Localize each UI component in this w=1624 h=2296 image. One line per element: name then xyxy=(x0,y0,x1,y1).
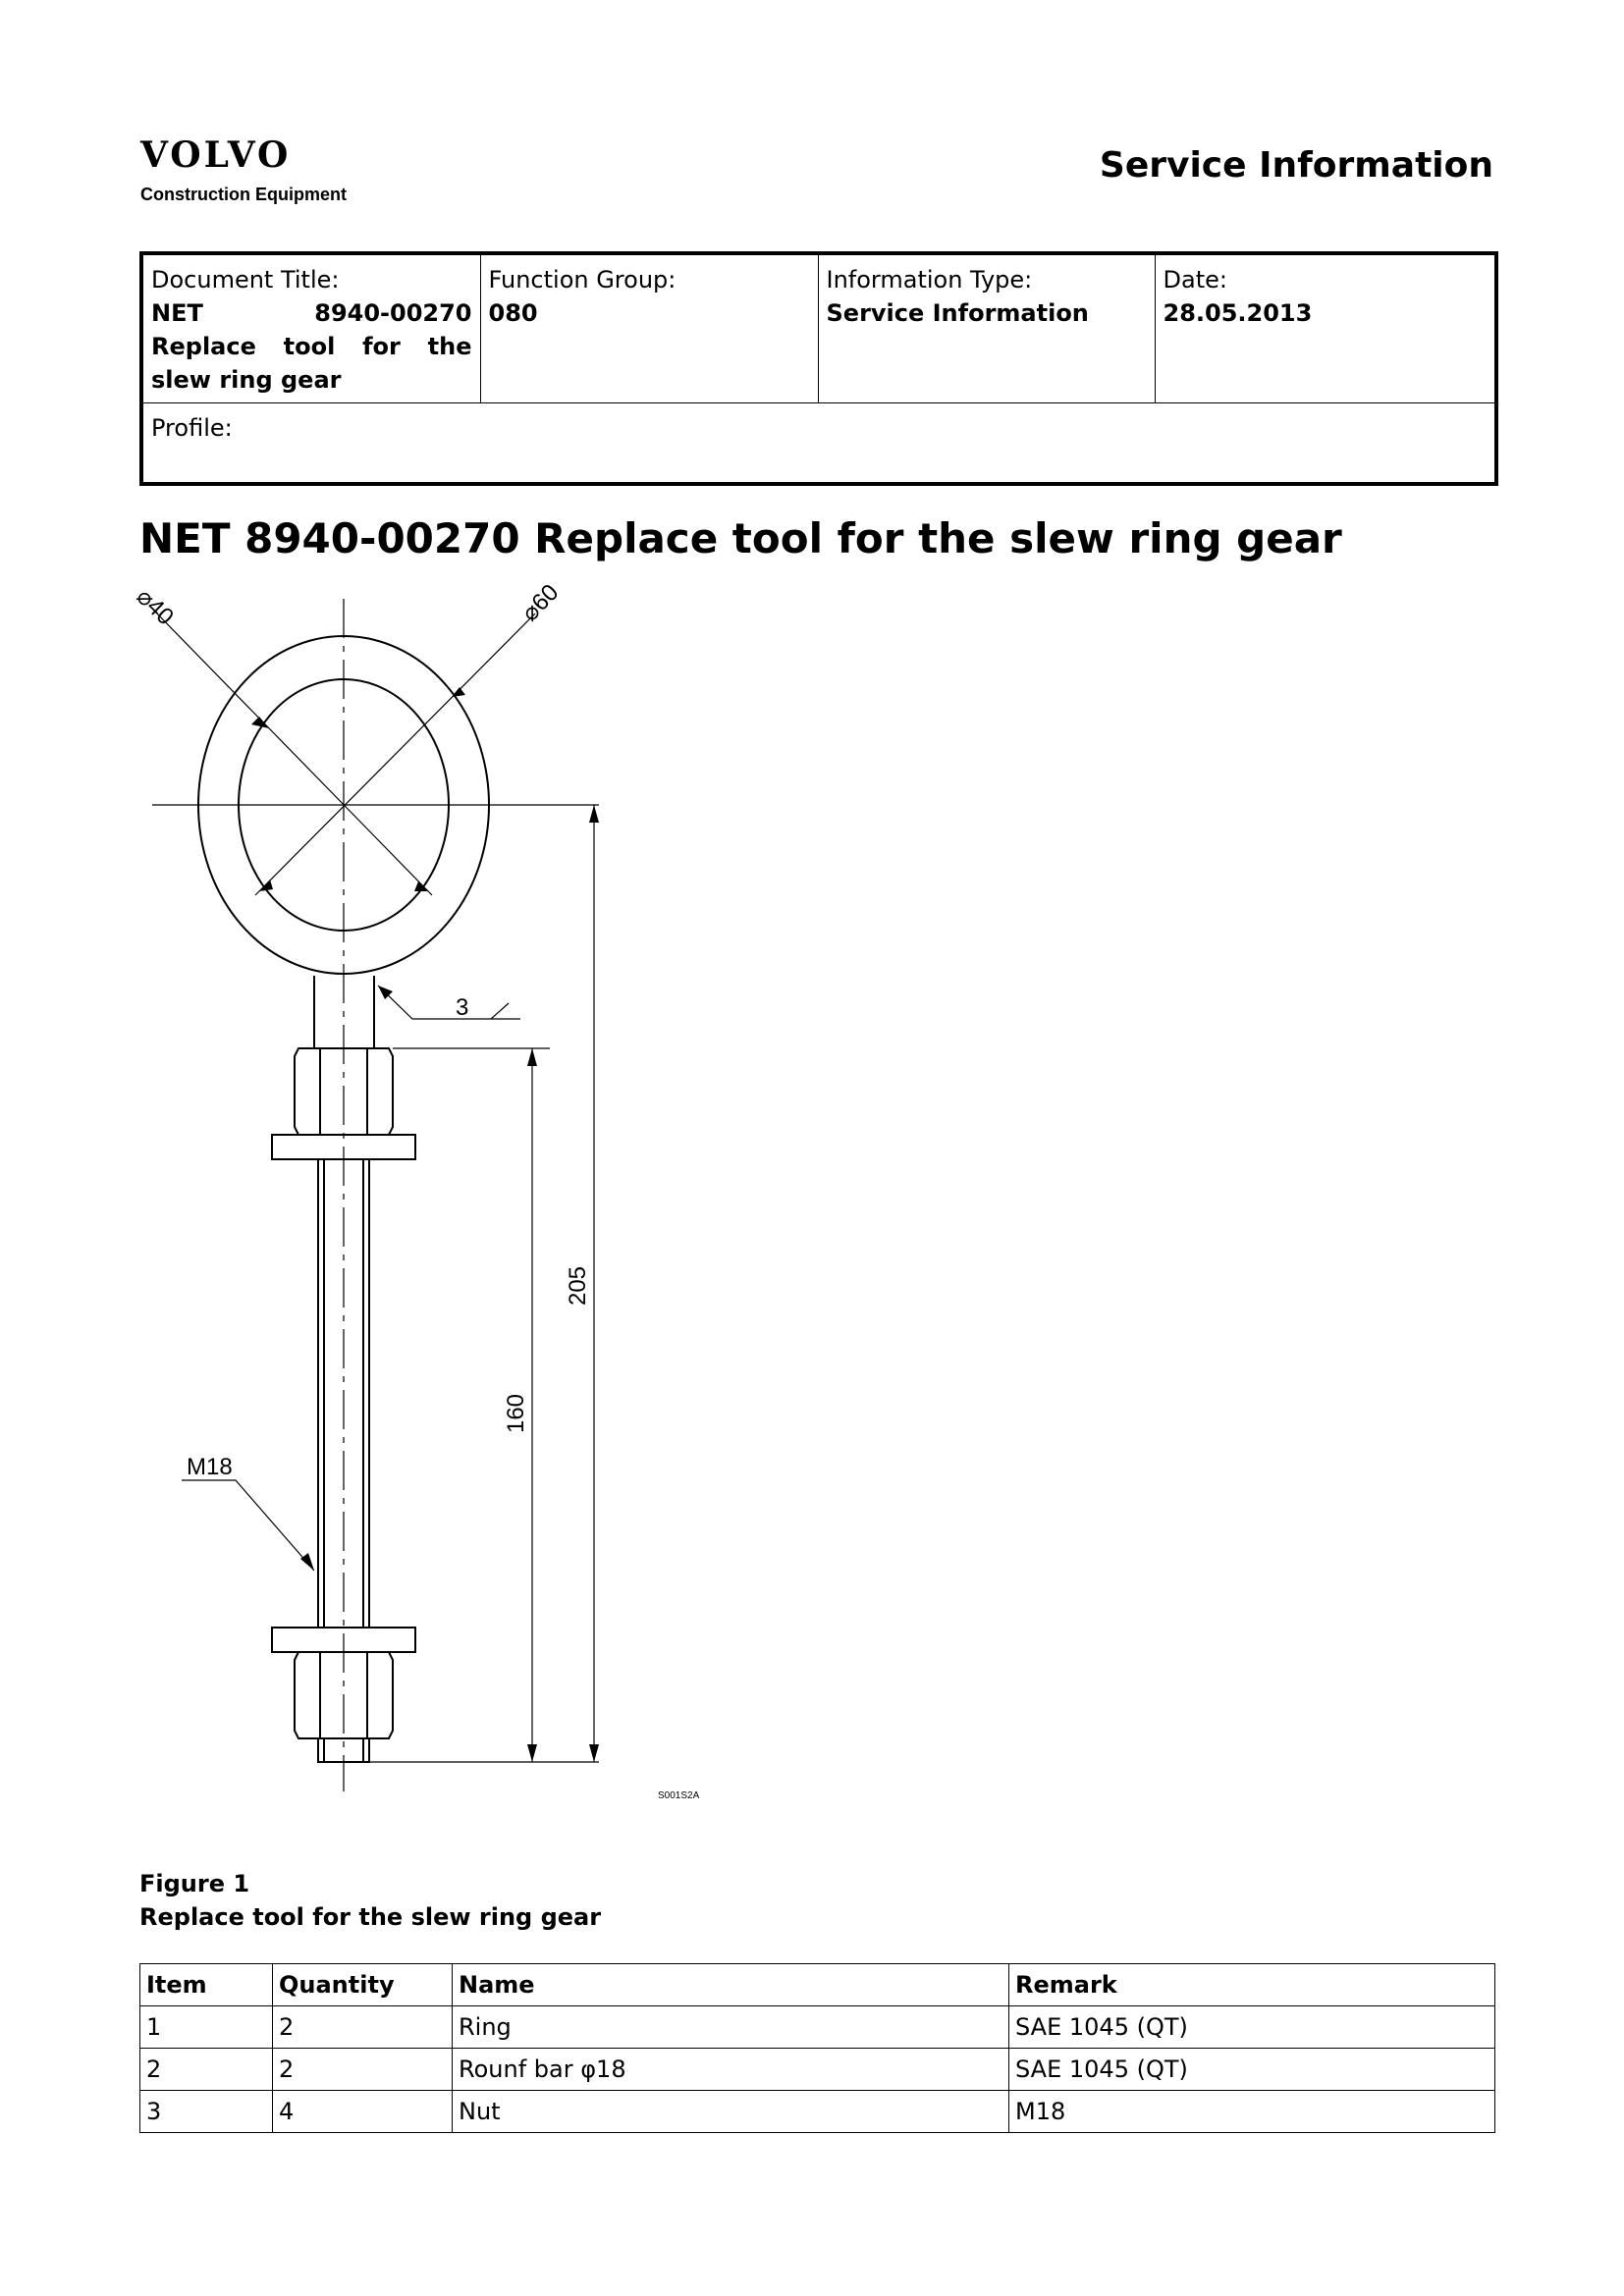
cell-item: 1 xyxy=(140,2006,273,2049)
dim-thread-length: 160 xyxy=(503,1393,529,1434)
weld-leader xyxy=(378,986,520,1019)
figure-caption xyxy=(139,1867,601,1934)
drawing-code: S001S2A xyxy=(658,1790,700,1801)
cell-quantity: 2 xyxy=(273,2049,453,2091)
inner-dia-leader xyxy=(152,609,432,895)
weld-symbol xyxy=(491,1003,509,1019)
cell-quantity: 4 xyxy=(273,2091,453,2133)
dim-weld-size: 3 xyxy=(456,994,469,1021)
table-row xyxy=(140,2049,1495,2091)
doc-title-cell xyxy=(141,253,480,403)
function-group-value: 080 xyxy=(488,299,538,327)
thread-label: M18 xyxy=(187,1454,233,1480)
arrow-205-top xyxy=(589,805,599,823)
arrow-thread xyxy=(300,1553,314,1571)
dim-inner-dia: ⌀40 xyxy=(131,583,180,631)
header-name: Name xyxy=(453,1964,1009,2006)
cell-remark: M18 xyxy=(1009,2091,1495,2133)
document-info-table xyxy=(139,251,1498,486)
arrow-160-bottom xyxy=(527,1744,537,1762)
cell-remark: SAE 1045 (QT) xyxy=(1009,2049,1495,2091)
date-label: Date: xyxy=(1163,266,1227,294)
header-item: Item xyxy=(140,1964,273,2006)
cell-name: Rounf bar φ18 xyxy=(453,2049,1009,2091)
info-type-value: Service Information xyxy=(826,299,1089,327)
cell-quantity: 2 xyxy=(273,2006,453,2049)
table-row xyxy=(140,2006,1495,2049)
parts-table xyxy=(139,1963,1495,2133)
doc-title-label: Document Title: xyxy=(151,266,340,294)
arrow-outer-dia-a xyxy=(452,687,465,697)
parts-header-row xyxy=(140,1964,1495,2006)
arrow-160-top xyxy=(527,1048,537,1066)
thread-leader xyxy=(182,1480,314,1571)
figure-caption-text: Replace tool for the slew ring gear xyxy=(139,1903,602,1931)
cell-remark: SAE 1045 (QT) xyxy=(1009,2006,1495,2049)
page-title: NET 8940-00270 Replace tool for the slew ring gear xyxy=(139,514,1342,562)
doc-title-value: NET 8940-00270 Replace tool for the slew ring gear xyxy=(151,299,472,394)
header-title: Service Information xyxy=(1099,145,1493,186)
cell-name: Nut xyxy=(453,2091,1009,2133)
logo-wordmark: VOLVO xyxy=(140,134,292,176)
volvo-logo xyxy=(140,134,347,205)
arrow-205-bottom xyxy=(589,1744,599,1762)
date-value: 28.05.2013 xyxy=(1163,299,1313,327)
profile-cell xyxy=(141,403,1496,485)
date-cell xyxy=(1155,253,1496,403)
cell-item: 3 xyxy=(140,2091,273,2133)
table-row xyxy=(140,2091,1495,2133)
cell-name: Ring xyxy=(453,2006,1009,2049)
info-type-cell xyxy=(818,253,1155,403)
function-group-cell xyxy=(480,253,818,403)
header-remark: Remark xyxy=(1009,1964,1495,2006)
dim-outer-dia: ⌀60 xyxy=(516,578,565,627)
eyebolt-drawing xyxy=(131,578,746,1836)
logo-subtitle: Construction Equipment xyxy=(140,185,347,204)
outer-dia-leader xyxy=(255,614,535,895)
info-type-label: Information Type: xyxy=(826,266,1033,294)
header-quantity: Quantity xyxy=(273,1964,453,2006)
figure-label: Figure 1 xyxy=(139,1870,250,1897)
function-group-label: Function Group: xyxy=(488,266,677,294)
profile-label: Profile: xyxy=(151,414,233,442)
cell-item: 2 xyxy=(140,2049,273,2091)
dim-total-length: 205 xyxy=(565,1265,591,1307)
